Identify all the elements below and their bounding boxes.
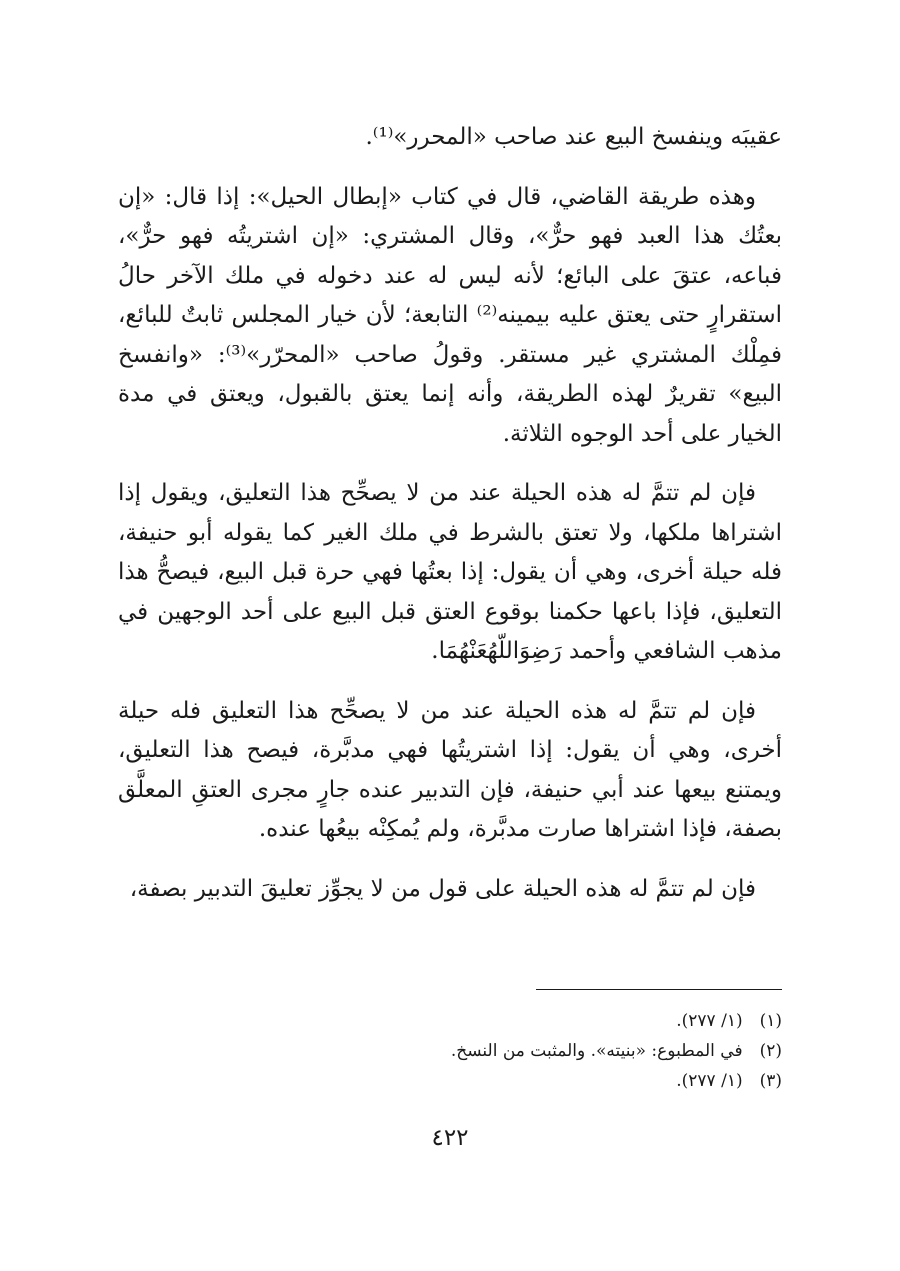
paragraph-3: فإن لم تتمَّ له هذه الحيلة عند من لا يصحِّح هذا التعليق، ويقول إذا اشتراها ملكها، ولا تعتق بالشرط في ملك الغير كما يقوله أبو حنيفة، فله حيلة أخرى، وهي أن يقول: إذا بعتُها فهي حرة قبل البيع، فيصحُّ هذا التعليق، فإذا باعها حكمنا بوقوع العتق قبل البيع على أحد الوجهين في مذهب الشافعي وأحمد رَضِوَاللّهُعَنْهُمَا. bbox=[118, 480, 782, 664]
footnote-number: (٣) bbox=[759, 1071, 782, 1091]
paragraph-2: وهذه طريقة القاضي، قال في كتاب «إبطال الحيل»: إذا قال: «إن بعتُك هذا العبد فهو حرٌّ»، وقال المشتري: «إن اشتريتُه فهو حرٌّ»، فباعه، عتقَ على البائع؛ لأنه ليس له عند دخوله في ملك الآخر حالُ استقرارٍ حتى يعتق عليه بيمينه⁽²⁾ التابعة؛ لأن خيار المجلس ثابتٌ للبائع، فمِلْك المشتري غير مستقر. وقولُ صاحب «المحرّر»⁽³⁾: «وانفسخ البيع» تقريرٌ لهذه الطريقة، وأنه إنما يعتق بالقبول، ويعتق في مدة الخيار على أحد الوجوه الثلاثة. bbox=[118, 183, 782, 447]
footnote-2 bbox=[118, 1036, 782, 1066]
main-text bbox=[118, 118, 782, 929]
footnote-number: (٢) bbox=[759, 1041, 782, 1061]
paragraph-1: عقيبَه وينفسخ البيع عند صاحب «المحرر»⁽¹⁾. bbox=[365, 124, 782, 150]
page-number: ٤٢٢ bbox=[431, 1125, 469, 1151]
paragraph-4: فإن لم تتمَّ له هذه الحيلة عند من لا يصحِّح هذا التعليق فله حيلة أخرى، وهي أن يقول: إذا اشتريتُها فهي مدبَّرة، فيصح هذا التعليق، ويمتنع بيعها عند أبي حنيفة، فإن التدبير عنده جارٍ مجرى العتقِ المعلَّق بصفة، فإذا اشتراها صارت مدبَّرة، ولم يُمكِنْه بيعُها عنده. bbox=[118, 697, 782, 842]
footnote-1 bbox=[118, 1006, 782, 1036]
footnote-text: (١/ ٢٧٧). bbox=[676, 1011, 743, 1031]
footnotes bbox=[118, 1006, 782, 1096]
paragraph-5: فإن لم تتمَّ له هذه الحيلة على قول من لا يجوِّز تعليقَ التدبير بصفة، bbox=[129, 875, 756, 902]
footnote-divider bbox=[536, 989, 782, 990]
footnote-text: (١/ ٢٧٧). bbox=[676, 1071, 743, 1091]
footnote-3 bbox=[118, 1066, 782, 1096]
footnote-text: في المطبوع: «بنيته». والمثبت من النسخ. bbox=[450, 1041, 743, 1061]
footnote-number: (١) bbox=[759, 1011, 782, 1031]
